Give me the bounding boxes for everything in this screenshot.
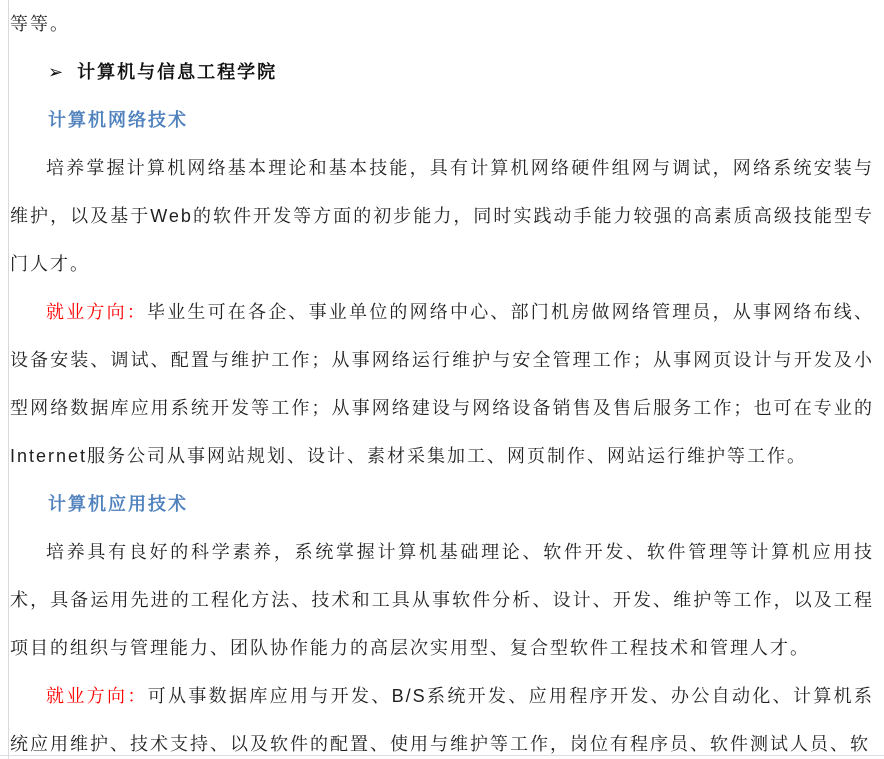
trailing-paragraph-fragment bbox=[10, 0, 874, 48]
college-section-title: 计算机与信息工程学院 bbox=[77, 62, 278, 82]
major1-intro-text: 培养掌握计算机网络基本理论和基本技能，具有计算机网络硬件组网与调试，网络系统安装与维护，以及基于Web的软件开发等方面的初步能力，同时实践动手能力较强的高素质高级技能型专门人才。 bbox=[10, 158, 874, 274]
trailing-text: 等等。 bbox=[10, 14, 70, 34]
major2-intro-paragraph bbox=[10, 528, 874, 672]
page-bottom-edge-line bbox=[0, 755, 884, 756]
arrowhead-bullet-icon: ➢ bbox=[48, 62, 66, 82]
major1-intro-paragraph bbox=[10, 144, 874, 288]
major1-jobs-paragraph bbox=[10, 288, 874, 480]
major1-jobs-text: 毕业生可在各企、事业单位的网络中心、部门机房做网络管理员，从事网络布线、设备安装、调试、配置与维护工作；从事网络运行维护与安全管理工作；从事网页设计与开发及小型网络数据库应用系统开发等工作；从事网络建设与网络设备销售及售后服务工作；也可在专业的Internet服务公司从事网站规划、设计、素材采集加工、网页制作、网站运行维护等工作。 bbox=[10, 302, 874, 466]
major2-title: 计算机应用技术 bbox=[48, 494, 188, 514]
major2-jobs-label: 就业方向： bbox=[46, 686, 148, 706]
major2-jobs-text: 可从事数据库应用与开发、B/S系统开发、应用程序开发、办公自动化、计算机系统应用维护、技术支持、以及软件的配置、使用与维护等工作，岗位有程序员、软件测试人员、软 bbox=[10, 686, 875, 754]
page-left-edge-line bbox=[8, 0, 9, 759]
document-content bbox=[10, 0, 874, 759]
major2-jobs-paragraph bbox=[10, 672, 874, 759]
college-section-heading bbox=[48, 48, 874, 96]
major1-title: 计算机网络技术 bbox=[48, 110, 188, 130]
major2-intro-text: 培养具有良好的科学素养，系统掌握计算机基础理论、软件开发、软件管理等计算机应用技术，具备运用先进的工程化方法、技术和工具从事软件分析、设计、开发、维护等工作，以及工程项目的组织与管理能力、团队协作能力的高层次实用型、复合型软件工程技术和管理人才。 bbox=[10, 542, 874, 658]
major1-jobs-label: 就业方向： bbox=[46, 302, 147, 322]
